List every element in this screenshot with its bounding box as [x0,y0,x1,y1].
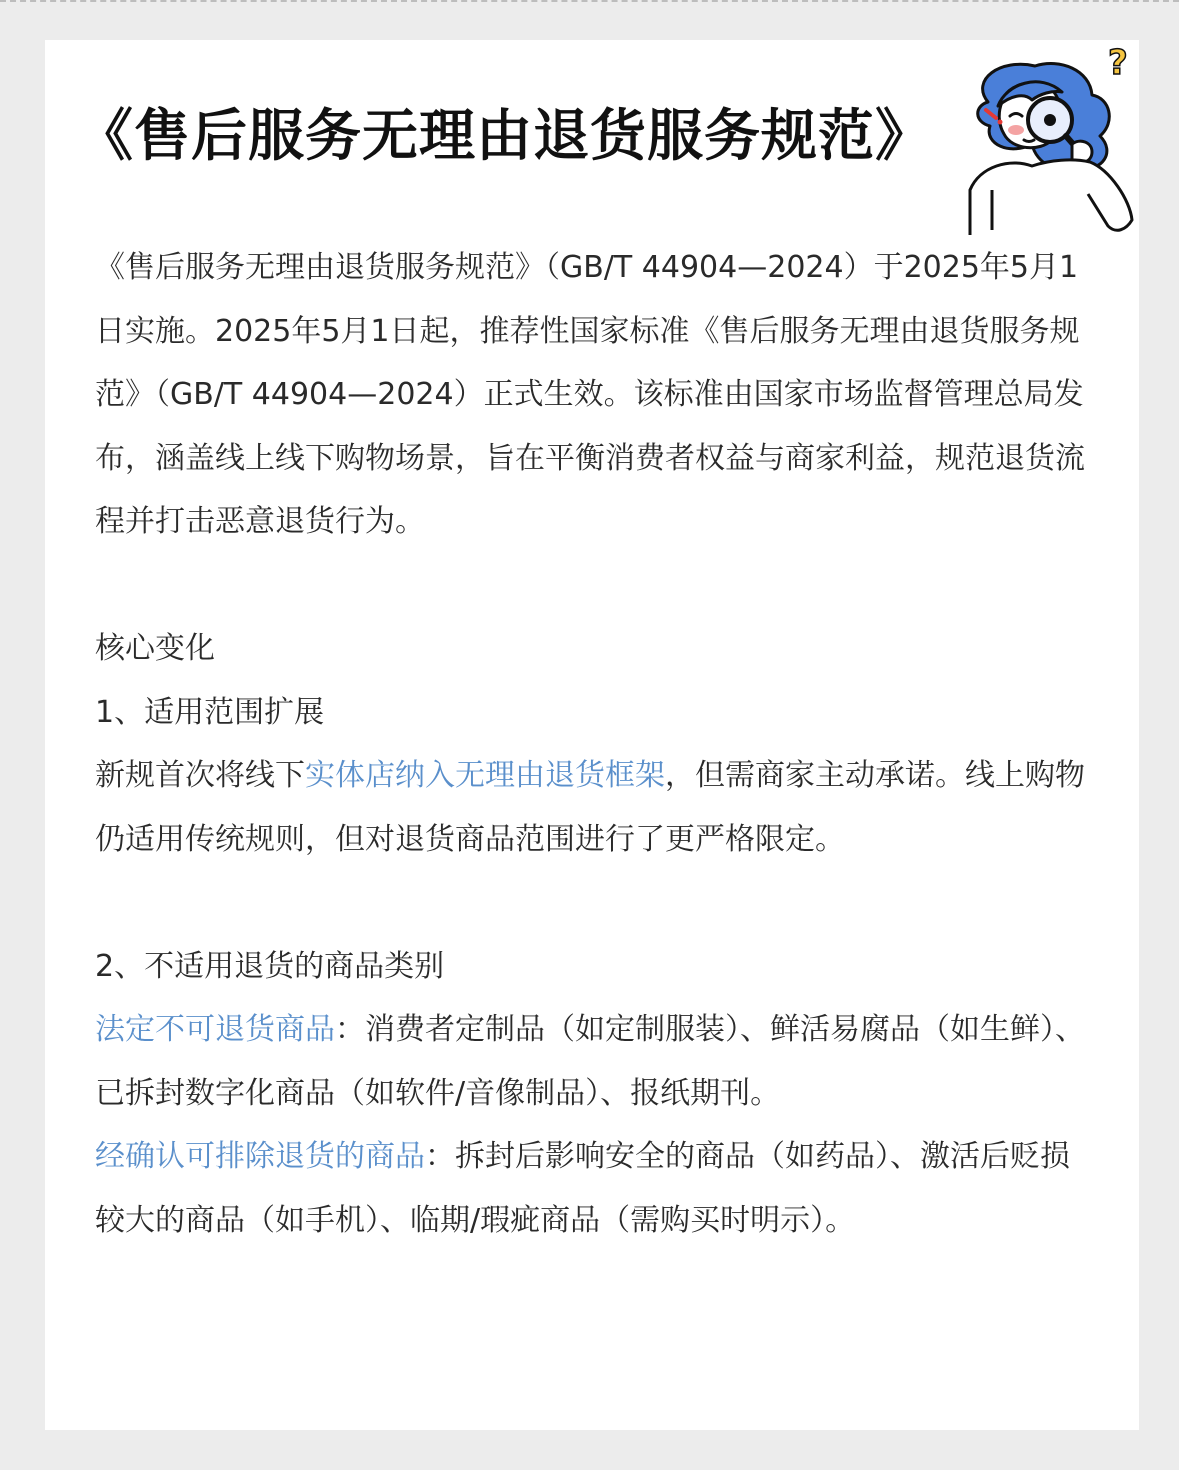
blush-left [1008,125,1024,135]
point-1-highlight: 实体店纳入无理由退货框架 [305,758,665,793]
point-1-paragraph [95,744,1085,871]
point-1-heading: 1、适用范围扩展 [95,694,325,730]
mouth [1024,140,1034,142]
top-divider [0,0,1179,2]
girl-with-magnifying-glass-icon [940,40,1140,235]
point-2-item-1 [95,998,1085,1125]
intro-paragraph: 《售后服务无理由退货服务规范》（GB/T 44904—2024）于2025年5月1日实施。2025年5月1日起，推荐性国家标准《售后服务无理由退货服务规范》（GB/T 44904—2024）正式生效。该标准由国家市场监督管理总局发布，涵盖线上线下购物场景，旨在平衡消费者权益与商家利益，规范退货流程并打击恶意退货行为。 [95,250,1085,539]
point-2-item-2 [95,1125,1085,1252]
page-title: 《售后服务无理由退货服务规范》 [77,104,932,169]
article-body [95,236,1085,1252]
point-2-item-1-text: ：消费者定制品（如定制服装）、鲜活易腐品（如生鲜）、已拆封数字化商品（如软件/音像制品）、报纸期刊。 [95,1012,1085,1111]
point-2-item-2-highlight: 经确认可排除退货的商品 [95,1139,425,1174]
body-outline [970,160,1132,235]
article-card [45,40,1139,1430]
question-mark-icon: ? [1108,43,1128,83]
point-1-text-after: ，但需商家主动承诺。线上购物仍适用传统规则，但对退货商品范围进行了更严格限定。 [95,758,1085,857]
point-2-heading: 2、不适用退货的商品类别 [95,948,445,984]
magnifier-eye [1044,114,1056,126]
point-2-item-1-highlight: 法定不可退货商品 [95,1012,335,1047]
point-2-item-2-text: ：拆封后影响安全的商品（如药品）、激活后贬损较大的商品（如手机）、临期/瑕疵商品（需购买时明示）。 [95,1139,1070,1238]
section-heading: 核心变化 [95,631,215,666]
point-1-text-before: 新规首次将线下 [95,758,305,793]
